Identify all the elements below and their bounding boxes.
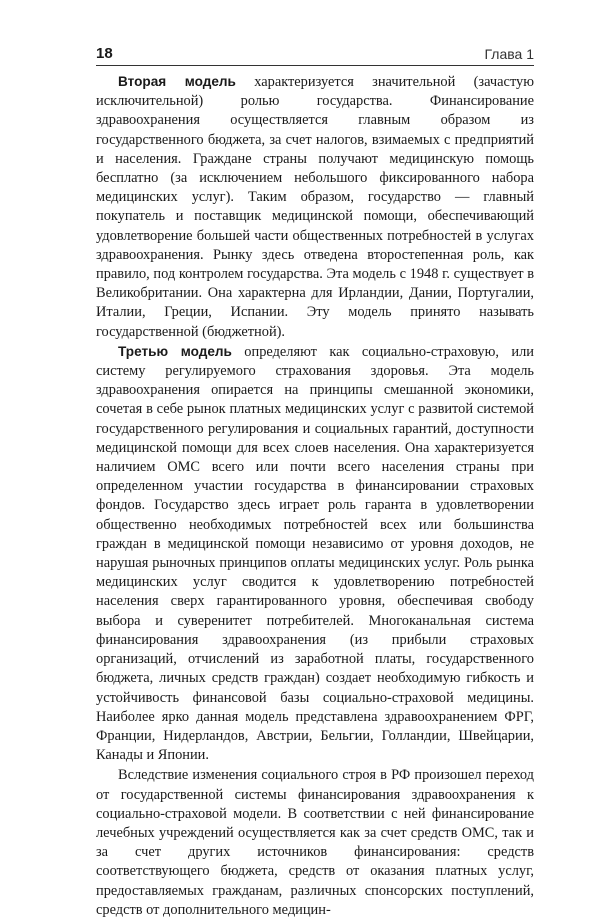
paragraph-text: определяют как социально-страховую, или систему регулируемого страхования здоровья. Эта модель здравоохранения опирается на принципы смешанной экономики, сочетая в себе рынок платных медицинских услуг с развитой системой государственного регулирования и социальных гарантий, доступности медицинской помощи для всех слоев населения. Она характеризуется наличием ОМС всего или почти всего населения страны при определенном участии государства в финансировании страховых фондов. Государство здесь играет роль гаранта в удовлетворении общественно необходимых потребностей всех или большинства граждан в медицинской помощи независимо от уровня доходов, не нарушая рыночных принципов оплаты медицинских услуг. Роль рынка медицинских услуг сводится к удовлетворению потребностей населения сверх гарантированного уровня, обеспечивая свободу выбора и суверенитет потребителей. Многоканальная система финансирования здравоохранения (из прибыли страховых организаций, отчислений из заработной платы, государственного бюджета, личных средств граждан) создает необходимую гибкость и устойчивость финансовой базы социально-страховой медицины. Наиболее ярко данная модель представлена здравоохранением ФРГ, Франции, Нидерландов, Австрии, Бельгии, Голландии, Швейцарии, Канады и Японии.: [96, 343, 534, 764]
paragraph-lead: Вторая модель: [118, 74, 236, 89]
paragraph-second-model: [96, 72, 534, 342]
body-text: [96, 72, 534, 920]
page-number: 18: [96, 45, 113, 62]
running-header: [96, 36, 534, 66]
paragraph-third-model: [96, 342, 534, 765]
paragraph-text: Вследствие изменения социального строя в РФ произошел переход от государственной системы финансирования здравоохранения к социально-страховой модели. В соответствии с ней финансирование лечебных учреждений осуществляется как за счет средств ОМС, так и за счет других источников финансирования: средств соответствующего бюджета, средств от оказания платных услуг, предоставляемых гражданам, различных спонсорских поступлений, средств от дополнительного медицин-: [96, 767, 534, 918]
paragraph-lead: Третью модель: [118, 343, 232, 359]
paragraph-text: характеризуется значительной (зачастую исключительной) ролью государства. Финансирование здравоохранения осуществляется главным образом из государственного бюджета, за счет налогов, взимаемых с предприятий и населения. Граждане страны получают медицинскую помощь бесплатно (за исключением небольшого фиксированного набора медицинских услуг). Таким образом, государство — главный покупатель и поставщик медицинской помощи, обеспечивающий удовлетворение большей части общественных потребностей в услугах здравоохранения. Рынку здесь отведена второстепенная роль, как правило, под контролем государства. Эта модель с 1948 г. существует в Великобритании. Она характерна для Ирландии, Дании, Португалии, Италии, Греции, Испании. Эту модель принято называть государственной (бюджетной).: [96, 74, 534, 340]
chapter-title: Глава 1: [484, 46, 534, 62]
paragraph-russia: [96, 765, 534, 920]
